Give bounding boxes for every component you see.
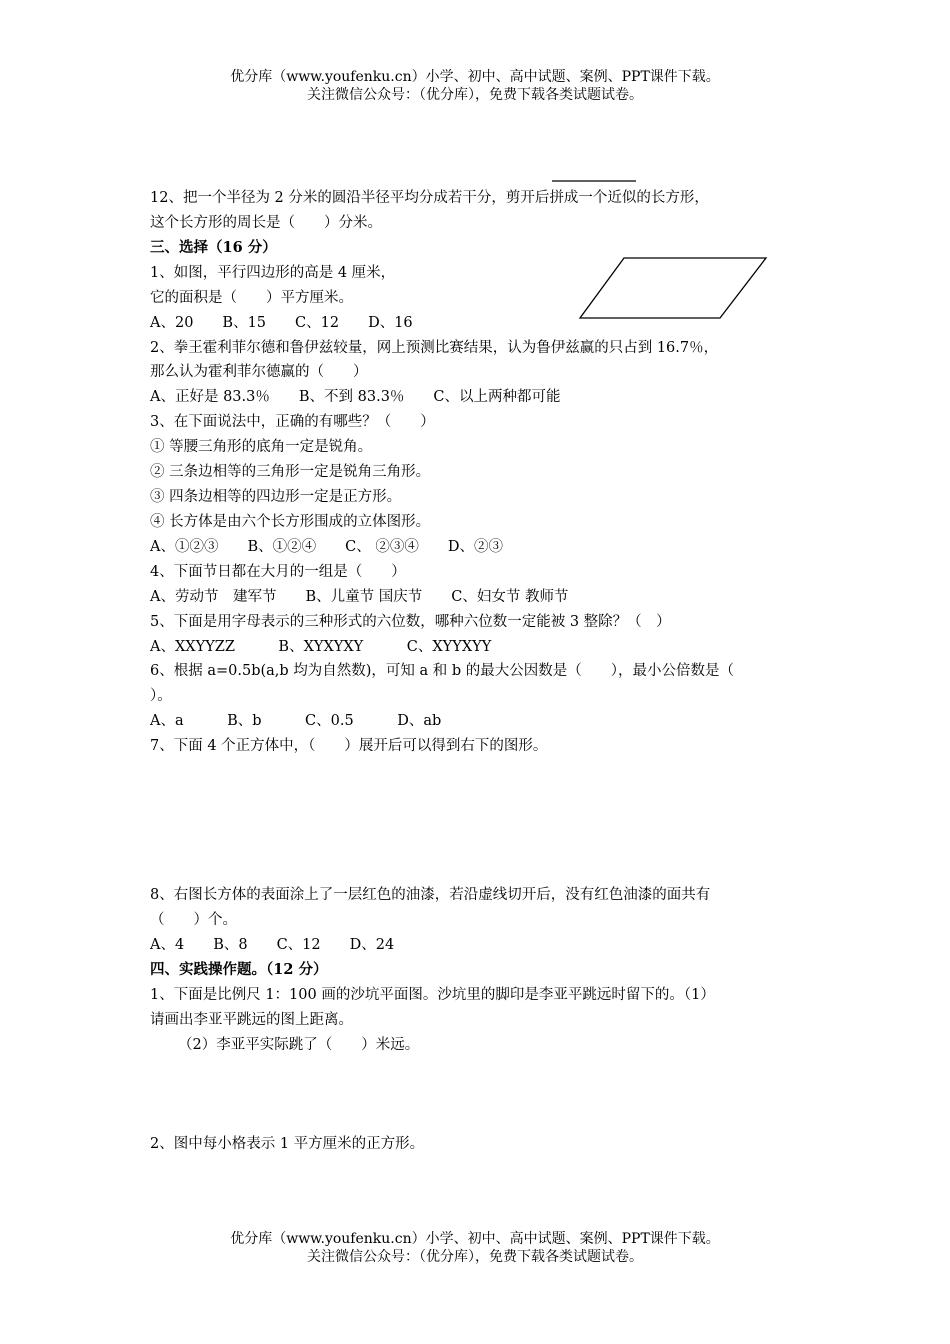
answer-blank-line (550, 176, 640, 184)
s3-q5-line-1: 5、下面是用字母表示的三种形式的六位数，哪种六位数一定能被 3 整除？（ ） (150, 614, 671, 630)
section-4-title: 四、实践操作题。（12 分） (150, 961, 328, 978)
s3-q6-options: A、a B、b C、0.5 D、ab (150, 713, 442, 729)
s3-q2-line-1: 2、拳王霍利菲尔德和鲁伊兹较量，网上预测比赛结果，认为鲁伊兹赢的只占到 16.7％， (150, 340, 719, 356)
s3-q2-line-2: 那么认为霍利菲尔德赢的（ ） (150, 364, 368, 380)
s3-q2-options: A、正好是 83.3％ B、不到 83.3％ C、以上两种都可能 (150, 389, 561, 405)
q12-line-1: 12、把一个半径为 2 分米的圆沿半径平均分成若干分，剪开后拼成一个近似的长方形， (150, 190, 709, 206)
s3-q3-statement-1: ① 等腰三角形的底角一定是锐角。 (150, 439, 373, 455)
header-line-1: 优分库（www.youfenku.cn）小学、初中、高中试题、案例、PPT课件下载。 (230, 69, 720, 85)
s4-q1-line-2: 请画出李亚平跳远的图上距离。 (150, 1012, 353, 1028)
s3-q8-line-2: （ ）个。 (150, 912, 237, 928)
s3-q1-line-2: 它的面积是（ ）平方厘米。 (150, 290, 353, 306)
section-3-title: 三、选择（16 分） (150, 239, 277, 256)
footer-line-1: 优分库（www.youfenku.cn）小学、初中、高中试题、案例、PPT课件下载。 (230, 1231, 720, 1247)
s3-q1-line-1: 1、如图，平行四边形的高是 4 厘米， (150, 265, 396, 281)
q12-line-2: 这个长方形的周长是（ ）分米。 (150, 215, 382, 231)
s4-q1-line-1: 1、下面是比例尺 1：100 画的沙坑平面图。沙坑里的脚印是李亚平跳远时留下的。（1） (150, 987, 715, 1003)
header-line-2: 关注微信公众号：（优分库），免费下载各类试题试卷。 (307, 87, 643, 103)
s3-q3-statement-4: ④ 长方体是由六个长方形围成的立体图形。 (150, 514, 431, 530)
s3-q3-statement-2: ② 三条边相等的三角形一定是锐角三角形。 (150, 464, 431, 480)
s3-q8-options: A、4 B、8 C、12 D、24 (150, 937, 395, 953)
s3-q4-options: A、劳动节 建军节 B、儿童节 国庆节 C、妇女节 教师节 (150, 589, 569, 605)
s3-q4-line-1: 4、下面节日都在大月的一组是（ ） (150, 564, 406, 580)
s3-q5-options: A、XXYYZZ B、XYXYXY C、XYYXYY (150, 639, 492, 655)
s3-q3-line-1: 3、在下面说法中，正确的有哪些？（ ） (150, 414, 435, 430)
s3-q3-options: A、①②③ B、①②④ C、 ②③④ D、②③ (150, 539, 503, 555)
s3-q1-options: A、20 B、15 C、12 D、16 (150, 315, 413, 331)
s4-q1-line-3: （2）李亚平实际跳了（ ）米远。 (178, 1037, 420, 1053)
s3-q7-line-1: 7、下面 4 个正方体中，（ ）展开后可以得到右下的图形。 (150, 738, 548, 754)
s3-q6-line-1: 6、根据 a=0.5b(a,b 均为自然数)，可知 a 和 b 的最大公因数是（ ），最小公倍数是（ (150, 663, 735, 679)
footer-line-2: 关注微信公众号：（优分库），免费下载各类试题试卷。 (307, 1249, 643, 1265)
s3-q8-line-1: 8、右图长方体的表面涂上了一层红色的油漆，若沿虚线切开后，没有红色油漆的面共有 (150, 887, 711, 903)
s3-q6-line-2: ）。 (150, 688, 172, 704)
s4-q2-line-1: 2、图中每小格表示 1 平方厘米的正方形。 (150, 1136, 425, 1152)
parallelogram-figure (576, 254, 772, 324)
s3-q3-statement-3: ③ 四条边相等的四边形一定是正方形。 (150, 489, 402, 505)
